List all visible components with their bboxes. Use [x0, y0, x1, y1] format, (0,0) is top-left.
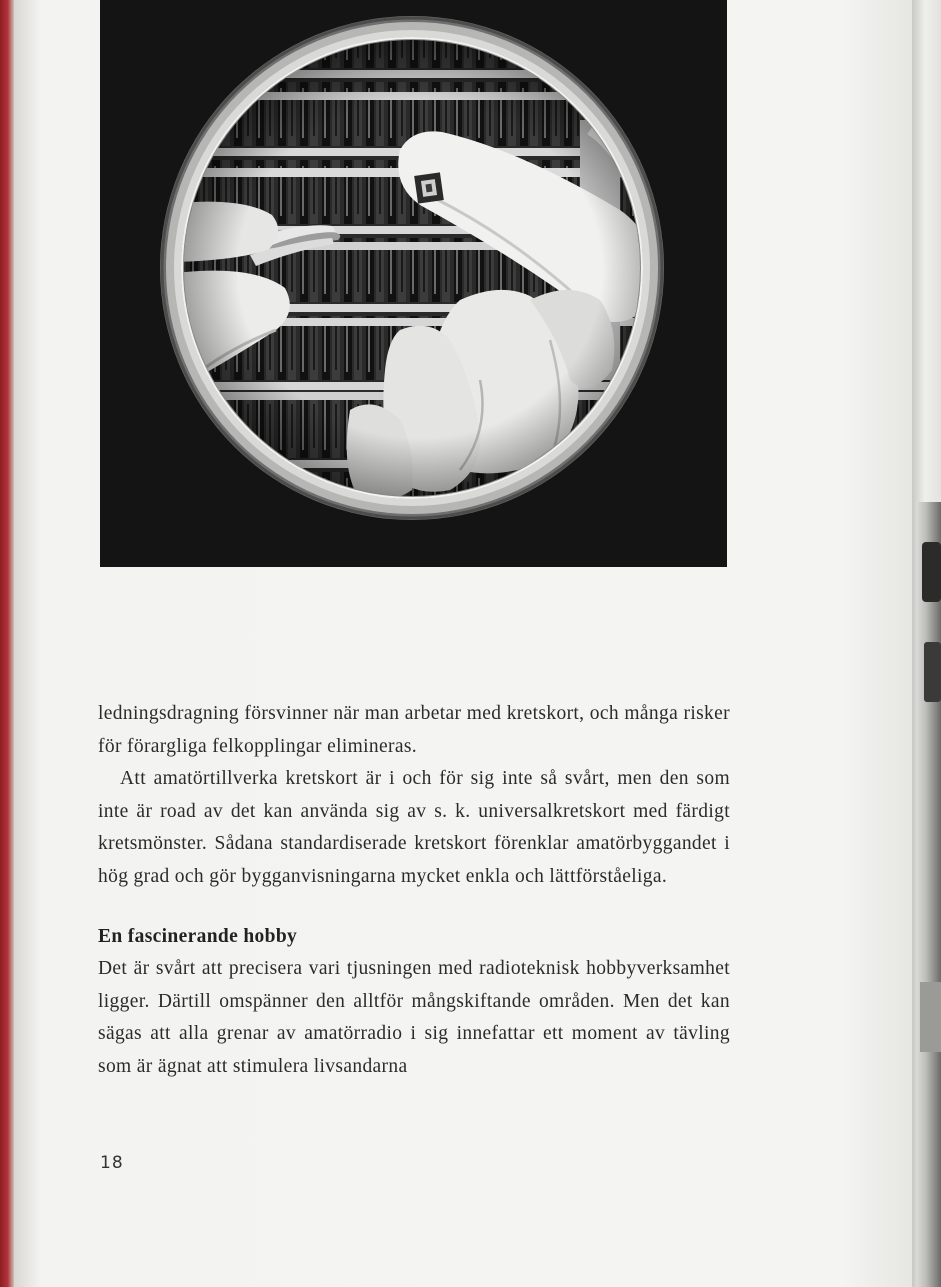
- book-binding: [0, 0, 14, 1287]
- adjacent-photo-detail: [920, 982, 941, 1052]
- section-heading: En fascinerande hobby: [98, 925, 298, 947]
- magnifier-photo: [100, 0, 727, 567]
- body-text: [98, 698, 730, 1084]
- adjacent-photo-detail: [922, 542, 941, 602]
- paragraph: ledningsdragning försvinner när man arbetar med kretskort, och många risker för förargliga felkopplingar elimineras.: [98, 703, 730, 757]
- adjacent-page-photo: [916, 502, 941, 1287]
- adjacent-photo-detail: [924, 642, 941, 702]
- photo-illustration: [100, 0, 727, 567]
- page-number: 18: [100, 1153, 124, 1173]
- paragraph: Det är svårt att precisera vari tjusningen med radioteknisk hobbyverksamhet ligger. Därtill omspänner den alltför mångskiftande områden. Men det kan sägas att alla grenar av amatörradio i sig innefattar ett moment av tävling som är ägnat att stimulera livsandarna: [98, 958, 730, 1077]
- paragraph: Att amatörtillverka kretskort är i och för sig inte så svårt, men den som inte är road av det kan använda sig av s. k. universalkretskort med färdigt kretsmönster. Sådana standardiserade kretskort förenklar amatörbyggandet i hög grad och gör bygganvisningarna mycket enkla och lättförståeliga.: [98, 768, 730, 887]
